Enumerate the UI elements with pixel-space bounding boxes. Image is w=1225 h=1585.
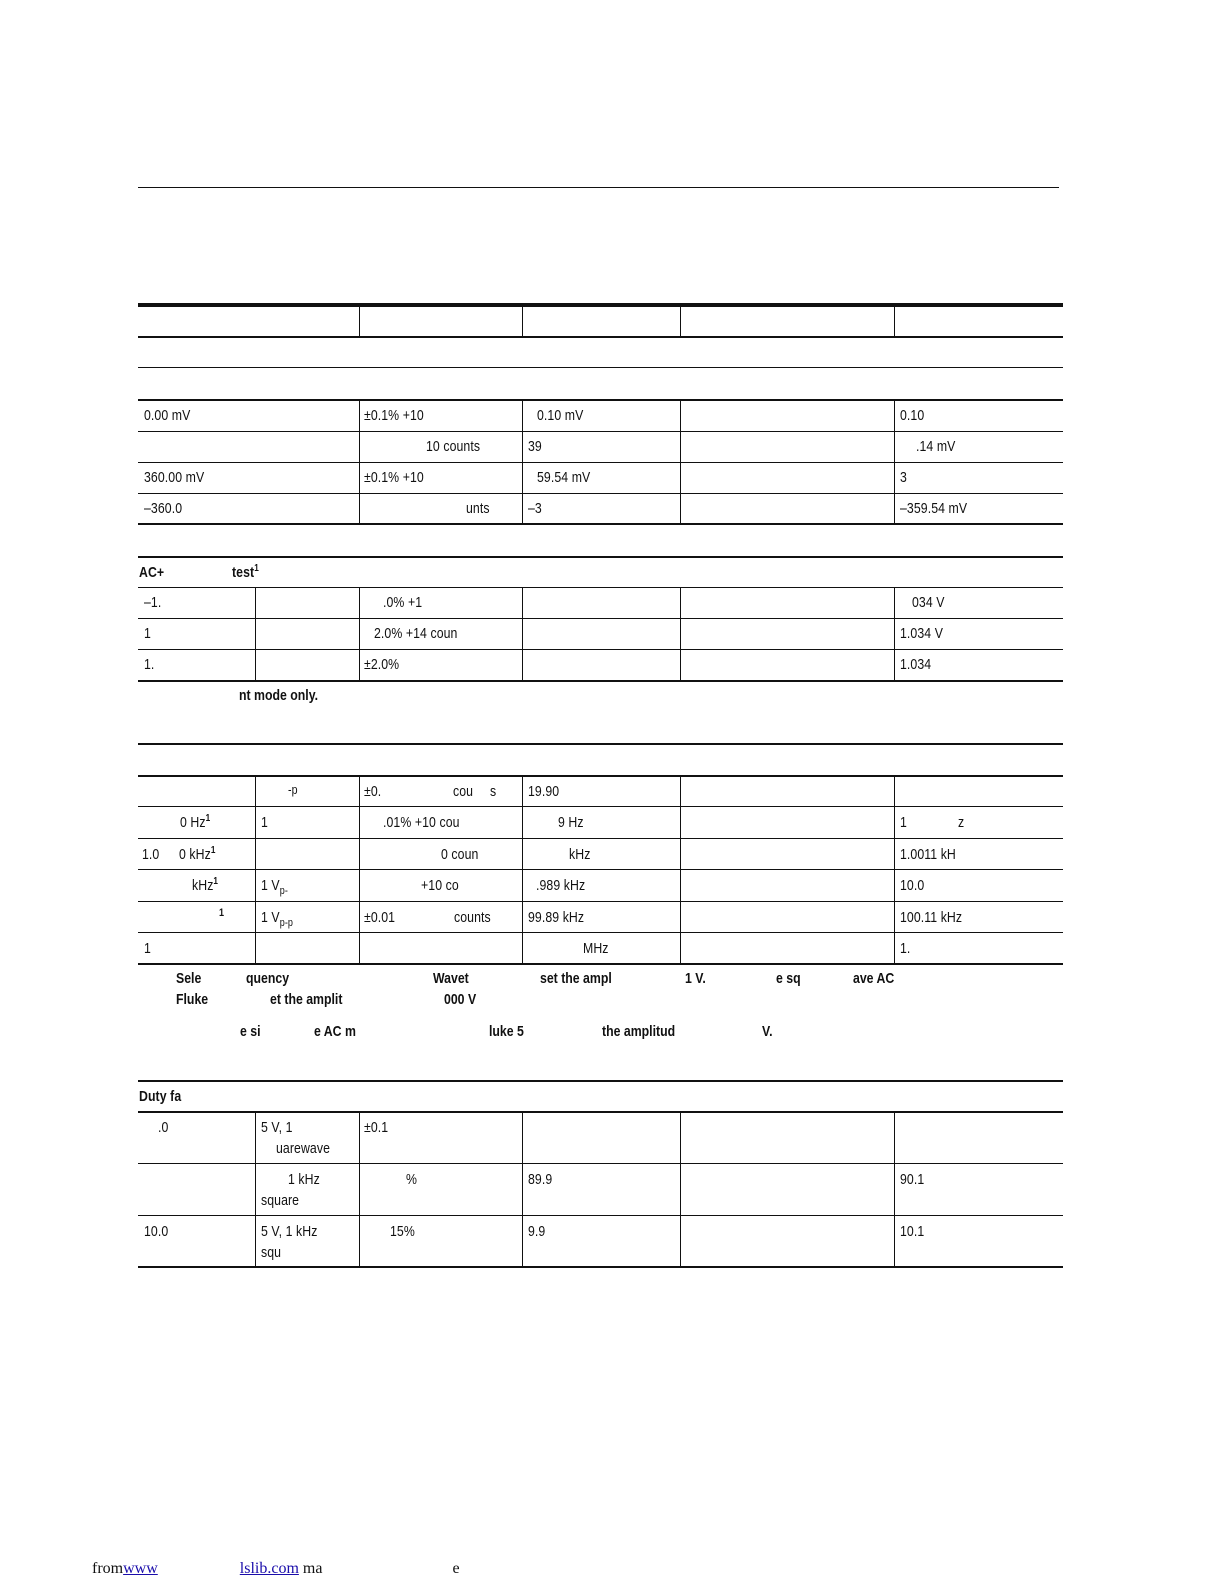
section-heading: AC+: [139, 564, 165, 581]
cell-signal: 5 V, 1: [261, 1119, 293, 1136]
cell-high-limit: 1.0011 kH: [900, 846, 956, 863]
cell-high-limit: 1.034: [900, 656, 932, 673]
col-divider: [894, 401, 895, 523]
cell-amplitude: 1: [261, 814, 268, 831]
note-text: quency: [246, 970, 290, 987]
note-text: 1 V.: [685, 970, 706, 987]
col-divider: [894, 777, 895, 963]
footer-prefix: from: [92, 1560, 124, 1577]
cell-low-limit: 99.89 kHz: [528, 909, 585, 926]
col-divider: [255, 588, 256, 680]
row-rule: [138, 618, 1063, 619]
row-rule: [138, 462, 1063, 463]
header-divider: [359, 307, 360, 336]
col-divider: [255, 1113, 256, 1266]
footnote-mark: 1: [219, 907, 225, 919]
cell-tolerance: +10 co: [421, 877, 459, 894]
col-divider: [359, 777, 360, 963]
row-rule: [138, 901, 1063, 902]
cell-frequency: 1.0: [142, 846, 160, 863]
cell-low-limit: .989 kHz: [536, 877, 586, 894]
cell-high-limit: 10.0: [900, 877, 925, 894]
cell-reading: 1: [144, 625, 151, 642]
note-text: 000 V: [444, 991, 477, 1008]
cell-low-limit: 9 Hz: [558, 814, 584, 831]
row-rule: [138, 493, 1063, 494]
table-top-border: [138, 303, 1063, 307]
cell-low-limit: MHz: [583, 940, 609, 957]
header-divider: [894, 307, 895, 336]
cell-tolerance-cont: s: [490, 783, 497, 800]
note-text: e AC m: [314, 1023, 356, 1040]
row-rule: [138, 1215, 1063, 1216]
footer-text: e: [452, 1560, 460, 1577]
cell-high-limit: 0.10: [900, 407, 925, 424]
cell-frequency: 0 Hz$^1$: [180, 813, 211, 831]
cell-signal-cont: square: [261, 1192, 300, 1209]
col-divider: [680, 401, 681, 523]
cell-high-limit: 90.1: [900, 1171, 925, 1188]
footer-text: ma: [302, 1560, 323, 1577]
cell-amplitude-sub: -p: [288, 782, 298, 797]
cell-tolerance: .0% +1: [383, 594, 423, 611]
note-text: Fluke: [176, 991, 209, 1008]
cell-tolerance: 0 coun: [441, 846, 479, 863]
col-divider: [894, 1113, 895, 1266]
cell-tolerance-cont: cou: [453, 783, 474, 800]
cell-duty-value: 10.0: [144, 1223, 169, 1240]
row-rule: [138, 367, 1063, 368]
section-top-rule: [138, 556, 1063, 558]
note-text: V.: [762, 1023, 773, 1040]
cell-amplitude: 1 $V_{p-p}$: [261, 909, 294, 929]
cell-tolerance: ±2.0%: [364, 656, 400, 673]
cell-high-limit: –359.54 mV: [900, 500, 968, 517]
row-rule: [138, 869, 1063, 870]
section-top-rule: [138, 743, 1063, 745]
note-text: luke 5: [489, 1023, 524, 1040]
col-divider: [522, 401, 523, 523]
page-footer: [92, 1560, 460, 1578]
cell-low-limit: –3: [528, 500, 542, 517]
col-divider: [680, 588, 681, 680]
cell-reading: 0.00 mV: [144, 407, 191, 424]
cell-low-limit: 0.10 mV: [537, 407, 584, 424]
col-divider: [680, 777, 681, 963]
note-text: et the amplit: [270, 991, 343, 1008]
cell-high-limit: 100.11 kHz: [900, 909, 963, 926]
cell-tolerance: ±0.: [364, 783, 382, 800]
row-rule: [138, 523, 1063, 525]
table-footnote: nt mode only.: [239, 687, 319, 704]
cell-tolerance: ±0.1: [364, 1119, 389, 1136]
cell-signal-cont: uarewave: [276, 1140, 330, 1157]
row-rule: [138, 932, 1063, 933]
col-divider: [894, 588, 895, 680]
cell-high-limit: 034 V: [912, 594, 945, 611]
row-rule: [138, 431, 1063, 432]
row-rule: [138, 775, 1063, 777]
cell-signal: 5 V, 1 kHz: [261, 1223, 318, 1240]
cell-low-limit: 89.9: [528, 1171, 553, 1188]
cell-low-limit: 19.90: [528, 783, 560, 800]
cell-tolerance: ±0.01: [364, 909, 396, 926]
footer-link[interactable]: www lslib.com: [123, 1560, 299, 1577]
row-rule: [138, 838, 1063, 839]
row-rule: [138, 399, 1063, 401]
col-divider: [255, 777, 256, 963]
note-text: e sq: [776, 970, 801, 987]
cell-high-limit: .14 mV: [916, 438, 956, 455]
cell-frequency: 1: [144, 940, 151, 957]
col-divider: [359, 401, 360, 523]
row-rule: [138, 806, 1063, 807]
cell-signal-cont: squ: [261, 1244, 282, 1261]
section-heading: Duty fa: [139, 1088, 182, 1105]
cell-low-limit: 59.54 mV: [537, 469, 591, 486]
cell-reading: –360.0: [144, 500, 183, 517]
header-divider: [522, 307, 523, 336]
cell-high-limit: 3: [900, 469, 907, 486]
section-top-rule: [138, 1080, 1063, 1082]
col-divider: [522, 588, 523, 680]
row-rule: [138, 1111, 1063, 1113]
cell-frequency: kHz$^1$: [192, 876, 219, 894]
col-divider: [359, 588, 360, 680]
cell-tolerance: ±0.1% +10: [364, 407, 424, 424]
header-bottom-border: [138, 336, 1063, 338]
col-divider: [522, 777, 523, 963]
cell-frequency-cont: 0 kHz$^1$: [179, 845, 216, 863]
cell-signal: 1 kHz: [288, 1171, 320, 1188]
cell-tolerance: unts: [466, 500, 490, 517]
cell-tolerance: 15%: [390, 1223, 415, 1240]
cell-tolerance: .01% +10 cou: [383, 814, 460, 831]
cell-high-limit: 1.: [900, 940, 911, 957]
row-rule: [138, 963, 1063, 965]
note-text: e si: [240, 1023, 261, 1040]
top-rule: [138, 187, 1059, 188]
cell-high-limit: 10.1: [900, 1223, 925, 1240]
note-text: Sele: [176, 970, 202, 987]
cell-reading: –1.: [144, 594, 162, 611]
row-rule: [138, 649, 1063, 650]
col-divider: [680, 1113, 681, 1266]
cell-low-limit: 39: [528, 438, 542, 455]
cell-duty-value: .0: [158, 1119, 169, 1136]
cell-low-limit: 9.9: [528, 1223, 546, 1240]
cell-low-limit: kHz: [569, 846, 591, 863]
note-text: ave AC: [853, 970, 895, 987]
cell-reading: 1.: [144, 656, 155, 673]
row-rule: [138, 680, 1063, 682]
section-heading-cont: test$^1$: [232, 563, 259, 581]
col-divider: [522, 1113, 523, 1266]
cell-high-limit: 1.034 V: [900, 625, 943, 642]
note-text: Wavet: [433, 970, 469, 987]
cell-tolerance: ±0.1% +10: [364, 469, 424, 486]
cell-tolerance: 10 counts: [426, 438, 481, 455]
header-divider: [680, 307, 681, 336]
row-rule: [138, 1163, 1063, 1164]
cell-high-limit-cont: z: [958, 814, 965, 831]
row-rule: [138, 1266, 1063, 1268]
cell-high-limit: 1: [900, 814, 907, 831]
note-text: the amplitud: [602, 1023, 676, 1040]
cell-tolerance: 2.0% +14 coun: [374, 625, 458, 642]
note-text: set the ampl: [540, 970, 612, 987]
cell-tolerance: %: [406, 1171, 418, 1188]
row-rule: [138, 587, 1063, 588]
cell-tolerance-cont: counts: [454, 909, 491, 926]
cell-reading: 360.00 mV: [144, 469, 205, 486]
col-divider: [359, 1113, 360, 1266]
cell-amplitude: 1 $V_{p-}$: [261, 877, 288, 897]
